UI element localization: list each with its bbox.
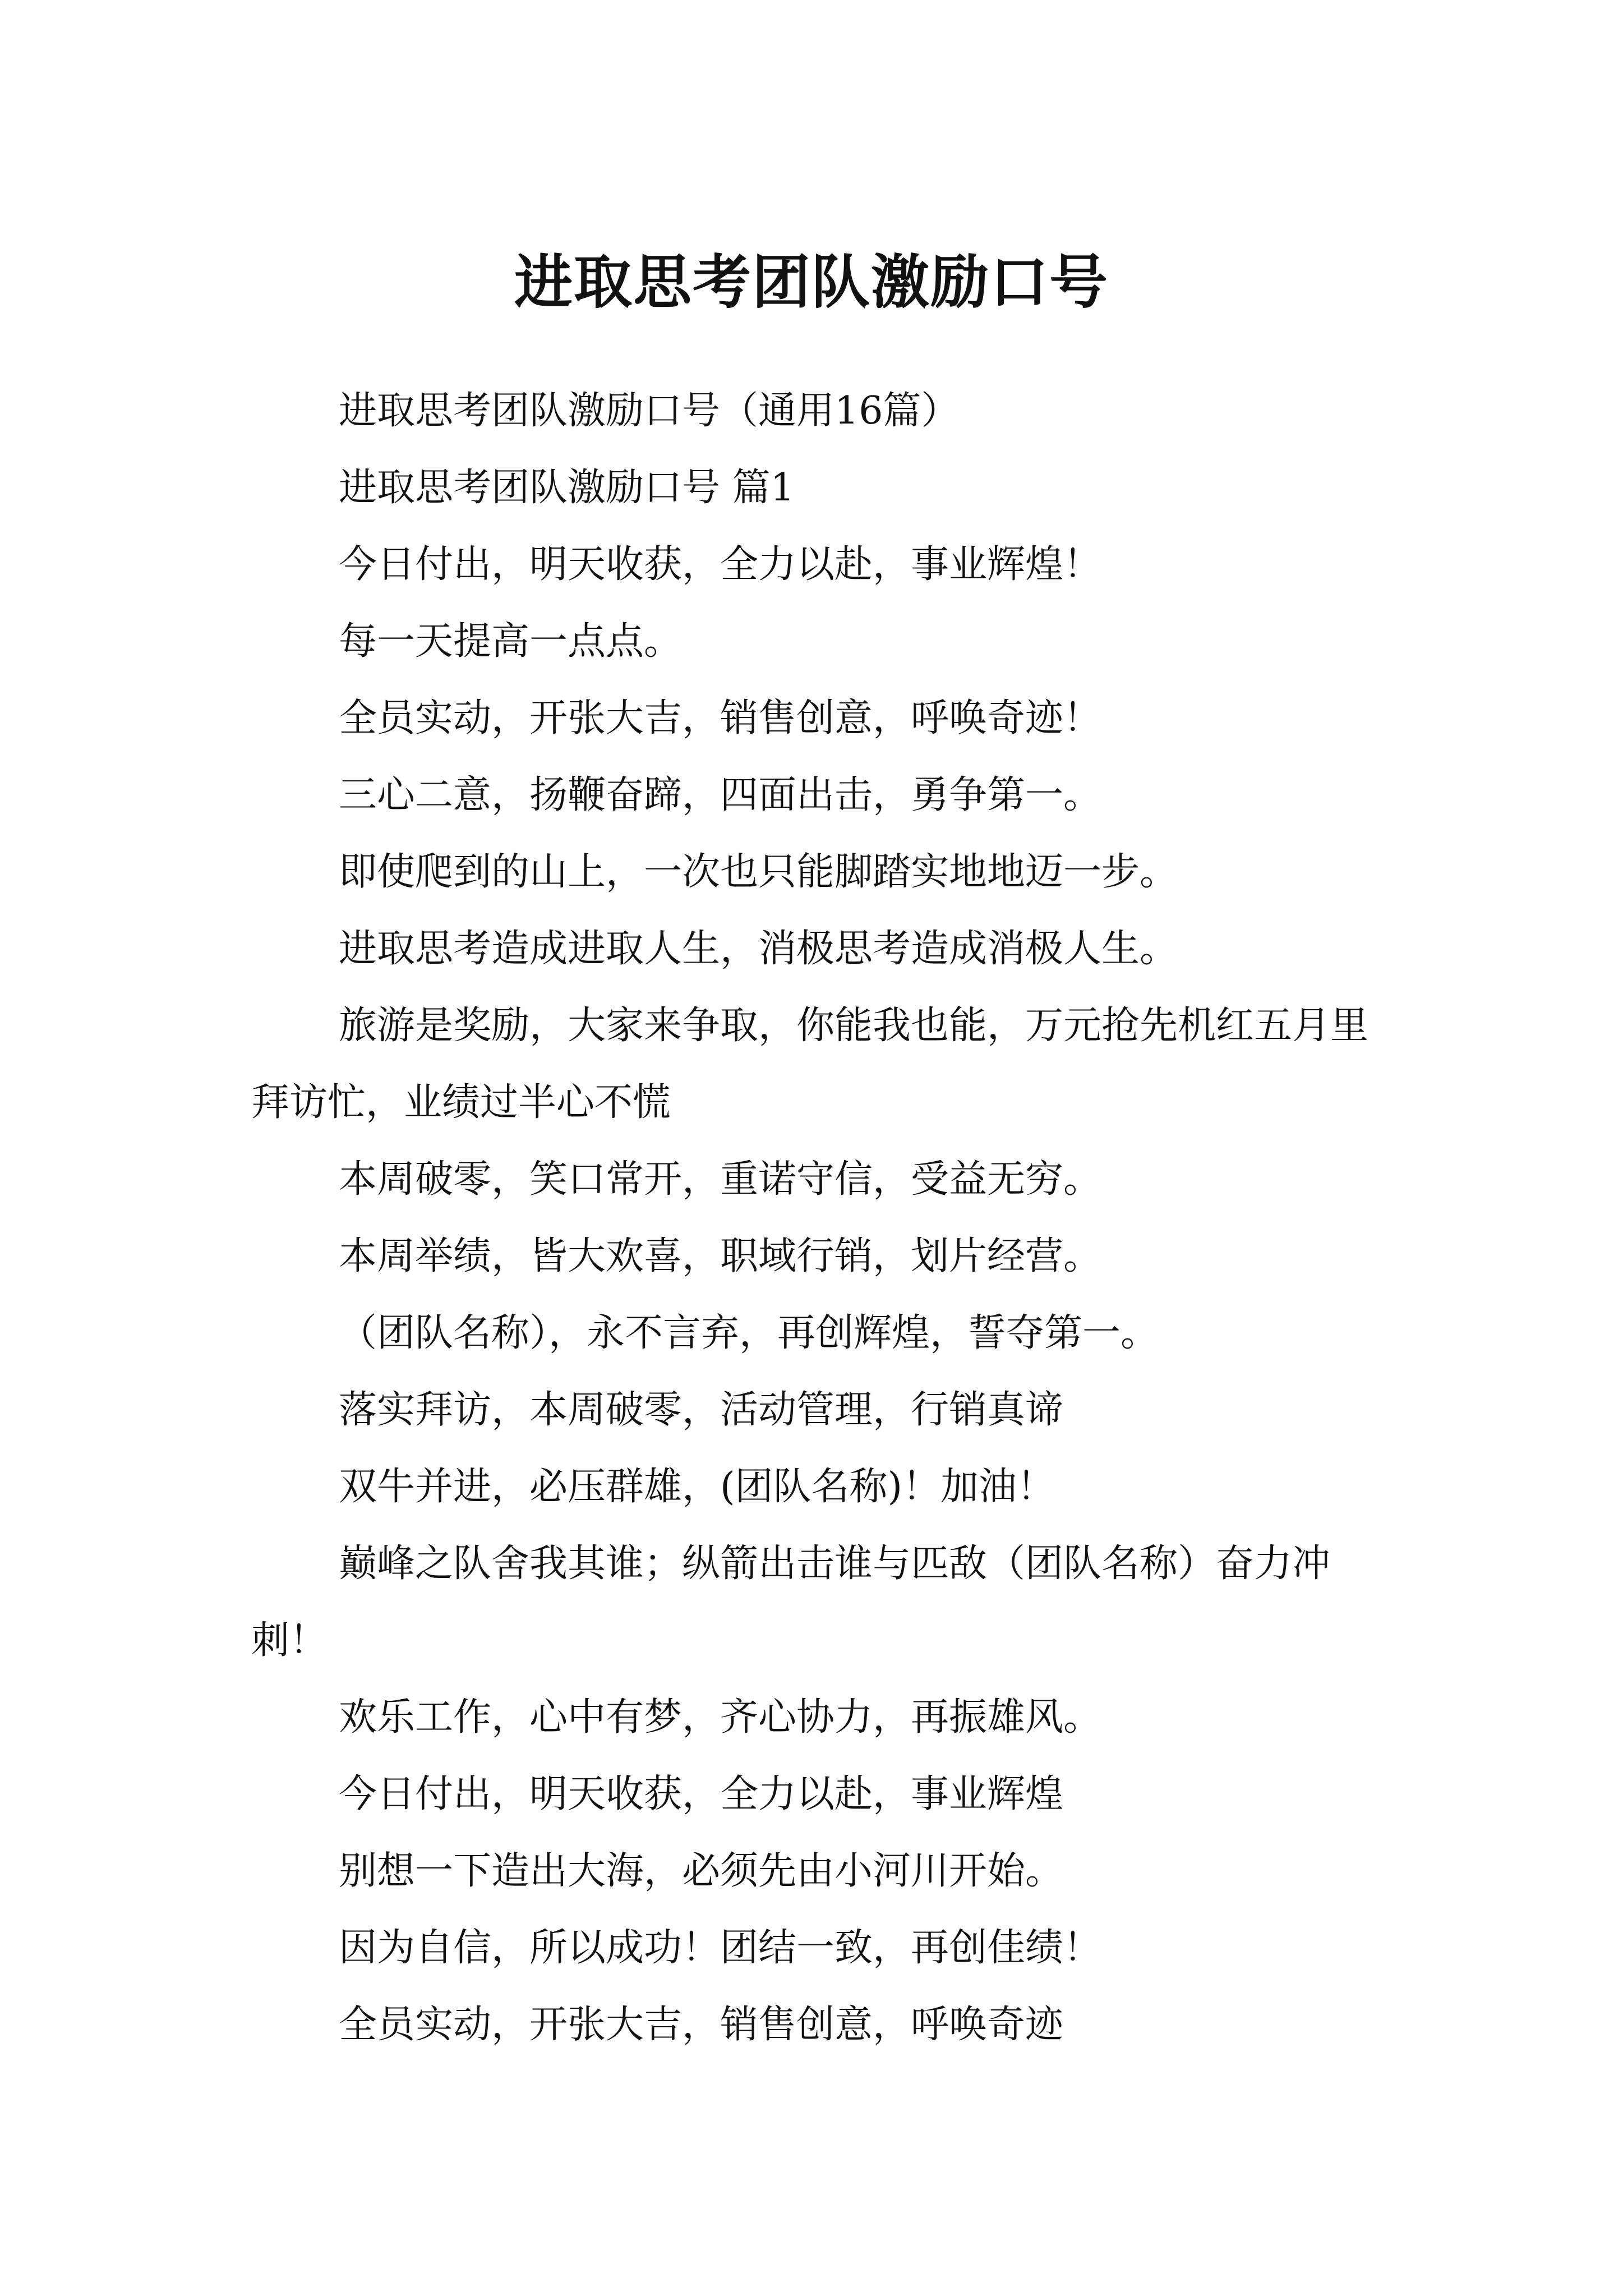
paragraph: 进取思考团队激励口号 篇1 — [339, 466, 795, 510]
paragraph: 今日付出，明天收获，全力以赴，事业辉煌 — [339, 1772, 1064, 1816]
paragraph: 即使爬到的山上，一次也只能脚踏实地地迈一步。 — [339, 850, 1178, 894]
paragraph: 因为自信，所以成功！团结一致，再创佳绩！ — [339, 1926, 1102, 1970]
paragraph: 进取思考造成进取人生，消极思考造成消极人生。 — [339, 927, 1178, 971]
document-title: 进取思考团队激励口号 — [514, 247, 1109, 316]
paragraph: 巅峰之队舍我其谁；纵箭出击谁与匹敌（团队名称）奋力冲刺！ — [251, 1542, 1331, 1663]
paragraph: 全员实动，开张大吉，销售创意，呼唤奇迹 — [339, 2003, 1064, 2047]
paragraph: （团队名称），永不言弃，再创辉煌，誓夺第一。 — [339, 1311, 1159, 1355]
paragraph: 本周举绩，皆大欢喜，职域行销，划片经营。 — [339, 1234, 1102, 1278]
paragraph: 进取思考团队激励口号（通用16篇） — [339, 389, 960, 433]
paragraph: 旅游是奖励，大家来争取，你能我也能，万元抢先机红五月里拜访忙，业绩过半心不慌 — [251, 1004, 1369, 1125]
paragraph: 欢乐工作，心中有梦，齐心协力，再振雄风。 — [339, 1695, 1102, 1740]
paragraph: 别想一下造出大海，必须先由小河川开始。 — [339, 1849, 1064, 1893]
paragraph: 全员实动，开张大吉，销售创意，呼唤奇迹！ — [339, 696, 1102, 740]
document-body — [251, 372, 1390, 2063]
paragraph: 每一天提高一点点。 — [339, 619, 683, 664]
paragraph: 双牛并进，必压群雄，(团队名称)！加油！ — [339, 1465, 1055, 1509]
paragraph: 落实拜访，本周破零，活动管理，行销真谛 — [339, 1388, 1064, 1432]
paragraph: 三心二意，扬鞭奋蹄，四面出击，勇争第一。 — [339, 773, 1102, 817]
paragraph: 本周破零，笑口常开，重诺守信，受益无穷。 — [339, 1157, 1102, 1202]
paragraph: 今日付出，明天收获，全力以赴，事业辉煌！ — [339, 542, 1102, 587]
